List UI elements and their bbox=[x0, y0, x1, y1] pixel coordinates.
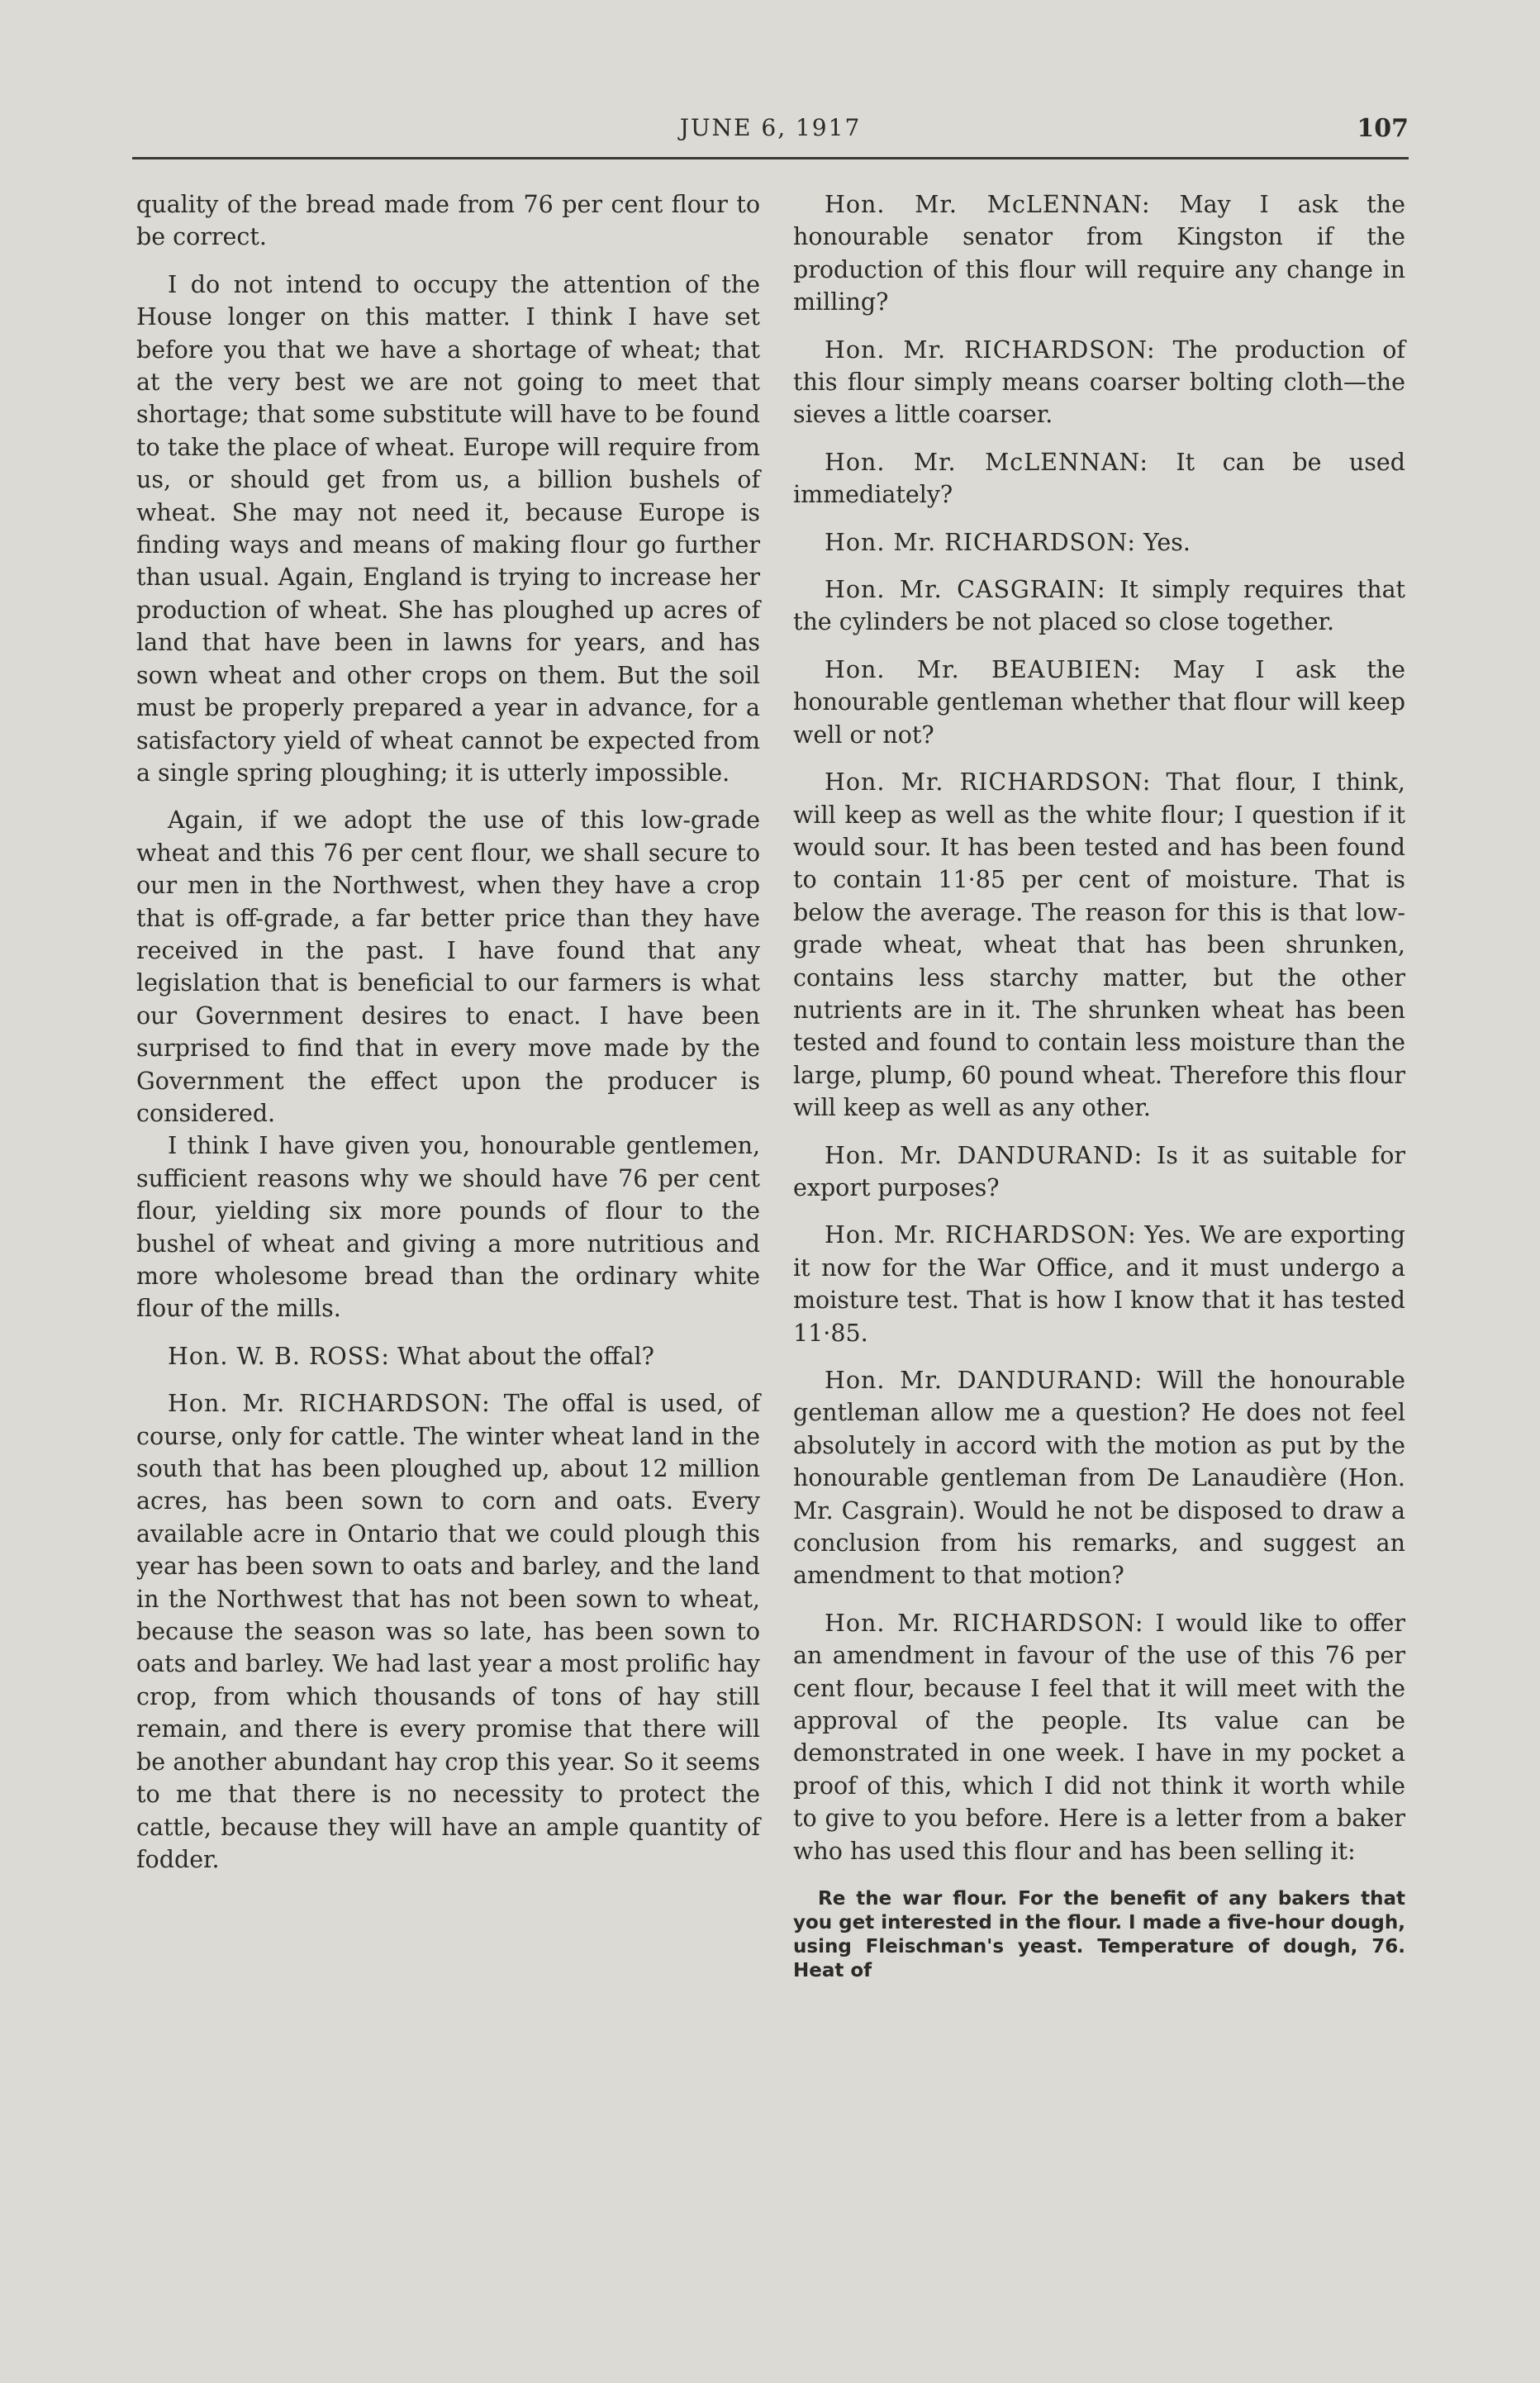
speech-text: The offal is used, of course, only for cattle. The winter wheat land in the south that has been ploughed up, about 12 million acres, has been sown to corn and oats. Every available acre in Ontario that we could plough this year has been sown to oats and barley, and the land in the Northwest that has not been sown to wheat, because the season was so late, has been sown to oats and barley. We had last year a most prolific hay crop, from which thousands of tons of hay still remain, and there is every promise that there will be another abundant hay crop this year. So it seems to me that there is no necessity to protect the cattle, because they will have an ample quantity of fodder. bbox=[136, 1390, 760, 1873]
header-date: JUNE 6, 1917 bbox=[679, 114, 862, 141]
speaker-name: Hon. Mr. RICHARDSON: bbox=[825, 1221, 1137, 1249]
speaker-name: Hon. Mr. RICHARDSON: bbox=[825, 1609, 1144, 1637]
speech-paragraph bbox=[793, 766, 1405, 1124]
speech-text: Yes. We are exporting it now for the War Office, and it must undergo a moisture test. That is how I know that it has tested 11·85. bbox=[793, 1221, 1405, 1347]
paragraph: quality of the bread made from 76 per cent flour to be correct. bbox=[136, 191, 760, 251]
speech-paragraph bbox=[793, 573, 1405, 639]
speech-text: Will the honourable gentleman allow me a question? He does not feel absolutely in accord with the motion as put by the honourable gentleman from De Lanaudière (Hon. Mr. Casgrain). Would he not be disposed to draw a conclusion from his remarks, and suggest an amendment to that motion? bbox=[793, 1367, 1405, 1590]
speaker-name: Hon. Mr. DANDURAND: bbox=[825, 1141, 1143, 1169]
speech-paragraph bbox=[793, 526, 1405, 559]
speaker-name: Hon. Mr. DANDURAND: bbox=[825, 1367, 1143, 1394]
speech-paragraph bbox=[793, 1607, 1405, 1867]
speech-paragraph bbox=[793, 188, 1405, 319]
page-number: 107 bbox=[1357, 114, 1409, 143]
speech-text: It can be used immediately? bbox=[793, 448, 1405, 509]
speech-paragraph bbox=[793, 1219, 1405, 1349]
speech-text: I would like to offer an amendment in favour of the use of this 76 per cent flour, because I feel that it will meet with the approval of the people. Its value can be demonstrated in one week. I have in my pocket a proof of this, which I did not think it worth while to give to you before. Here is a letter from a baker who has used this flour and has been selling it: bbox=[793, 1609, 1405, 1865]
speaker-name: Hon. Mr. BEAUBIEN: bbox=[825, 655, 1142, 683]
speaker-name: Hon. Mr. RICHARDSON: bbox=[825, 335, 1156, 364]
speech-text: Yes. bbox=[1143, 528, 1191, 556]
speaker-name: Hon. Mr. CASGRAIN: bbox=[825, 576, 1106, 604]
speech-paragraph bbox=[136, 1340, 760, 1372]
page-header bbox=[132, 114, 1409, 147]
header-rule bbox=[132, 157, 1409, 159]
speaker-name: Hon. Mr. RICHARDSON: bbox=[168, 1390, 491, 1418]
paragraph: I do not intend to occupy the attention of the House longer on this matter. I think I have set before you that we have a shortage of wheat; that at the very best we are not going to meet that shortage; that some substitute will have to be found to take the place of wheat. Europe will require from us, or should get from us, a billion bushels of wheat. She may not need it, because Europe is finding ways and means of making flour go further than usual. Again, England is trying to increase her production of wheat. She has ploughed up acres of land that have been in lawns for years, and has sown wheat and other crops on them. But the soil must be properly prepared a year in advance, for a satisfactory yield of wheat cannot be expected from a single spring ploughing; it is utterly impossible. bbox=[136, 270, 760, 787]
speaker-name: Hon. Mr. RICHARDSON: bbox=[825, 768, 1152, 797]
speech-text: May I ask the honourable gentleman whether that flour will keep well or not? bbox=[793, 655, 1405, 749]
speaker-name: Hon. Mr. McLENNAN: bbox=[825, 448, 1148, 476]
speech-text: That flour, I think, will keep as well as the white flour; I question if it would sour. It has been tested and has been found to contain 11·85 per cent of moisture. That is below the average. The reason for this is that low-grade wheat, wheat that has been shrunken, contains less starchy matter, but the other nutrients are in it. The shrunken wheat has been tested and found to contain less moisture than the large, plump, 60 pound wheat. Therefore this flour will keep as well as any other. bbox=[793, 768, 1405, 1122]
speech-text: It simply requires that the cylinders be not placed so close together. bbox=[793, 576, 1406, 636]
speech-paragraph bbox=[793, 1139, 1405, 1205]
speaker-name: Hon. W. B. ROSS: bbox=[168, 1342, 390, 1370]
left-column bbox=[136, 188, 760, 1891]
paragraph: Again, if we adopt the use of this low-grade wheat and this 76 per cent flour, we shall secure to our men in the Northwest, when they have a crop that is off-grade, a far better price than they have received in the past. I have found that any legislation that is beneficial to our farmers is what our Government desires to enact. I have been surprised to find that in every move made by the Government the effect upon the producer is considered. bbox=[136, 806, 760, 1127]
paragraph: I think I have given you, honourable gentlemen, sufficient reasons why we should have 76 per cent flour, yielding six more pounds of flour to the bushel of wheat and giving a more nutritious and more wholesome bread than the ordinary white flour of the mills. bbox=[136, 1132, 760, 1323]
quoted-letter: Re the war flour. For the benefit of any bakers that you get interested in the flour. I made a five-hour dough, using Fleischman's yeast. Temperature of dough, 76. Heat of bbox=[793, 1888, 1406, 1982]
speech-paragraph bbox=[793, 334, 1405, 431]
speaker-name: Hon. Mr. McLENNAN: bbox=[825, 191, 1151, 218]
speech-text: Is it as suitable for export purposes? bbox=[793, 1141, 1406, 1201]
speech-paragraph bbox=[136, 1387, 760, 1876]
speech-text: The production of this flour simply means coarser bolting cloth—the sieves a little coarser. bbox=[793, 335, 1405, 429]
speaker-name: Hon. Mr. RICHARDSON: bbox=[825, 528, 1136, 556]
speech-paragraph bbox=[793, 1364, 1405, 1592]
speech-paragraph bbox=[793, 654, 1405, 751]
right-column bbox=[793, 188, 1405, 1998]
speech-paragraph bbox=[793, 446, 1405, 511]
speech-text: What about the offal? bbox=[397, 1342, 654, 1370]
speech-text: May I ask the honourable senator from Kingston if the production of this flour will require any change in milling? bbox=[793, 191, 1405, 316]
